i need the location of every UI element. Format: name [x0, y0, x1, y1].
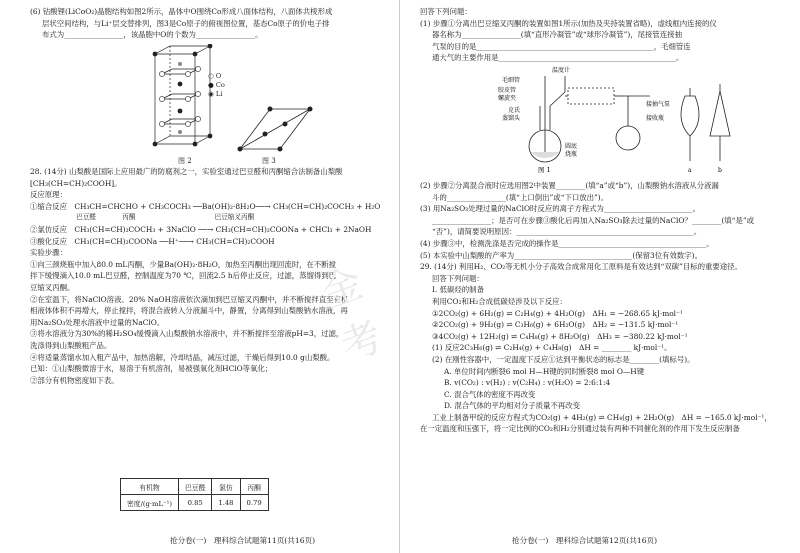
q28-line: ①向三颈烧瓶中加入80.0 mL丙酮，少量Ba(OH)₂·8H₂O，加热至丙酮出现回流时，在不断搅 — [30, 259, 337, 269]
q3-line: (3) 用Na₂SO₃处理过量的NaClO时反应的离子方程式为________________________。 — [420, 204, 701, 214]
q2-line: 斗的________________(填“上口倒出”或“下口放出”)。 — [432, 192, 609, 202]
q28-reaction-1: ①缩合反应 CH₃CH=CHCHO + CH₃COCH₃ ──Ba(OH)₂·8H₂O──→ CH₃(CH=CH)₂COCH₃ + H₂O — [30, 201, 381, 211]
q28-line: 用Na₂SO₃处理水溶液中过量的NaClO。 — [30, 317, 165, 327]
q28-line: ②部分有机物密度如下表。 — [30, 375, 119, 385]
q-intro: 回答下列问题： — [420, 7, 472, 16]
legend-co: ● Co — [208, 81, 225, 89]
watermark: 金考 — [315, 260, 389, 371]
label-screw-clamp: 螺旋夹 — [498, 95, 517, 102]
q28-line: 反应原理： — [30, 190, 67, 200]
table-row — [121, 495, 269, 511]
q28-line: 已知：①山梨酸微溶于水，易溶于有机溶剂，易被强氧化剂HClO等氧化； — [30, 364, 273, 374]
q28-line: ③将水溶液分为30%的稀H₂SO₄缓慢滴入山梨酸钠水溶液中，并不断搅拌至溶液pH=3，过滤， — [30, 329, 344, 339]
left-footer: 抢分卷(一) 理科综合试题第11页(共16页) — [170, 536, 316, 545]
q29-reaction-1: ①2CO₂(g) + 6H₂(g) ⇌ C₂H₄(g) + 4H₂O(g) ΔH₁ = −268.65 kJ·mol⁻¹ — [432, 308, 683, 318]
label-receiver: 接收瓶 — [646, 115, 665, 122]
q6-line-1: (6) 钴酸锂(LiCoO₂)晶胞结构如图2所示，晶体中O围绕Co形成八面体结构，八面体共棱形成 — [30, 7, 333, 16]
label-funnel-a: a — [688, 167, 692, 174]
option-d: D. 混合气体的平均相对分子质量不再改变 — [444, 401, 581, 411]
table-header: 有机物 — [121, 479, 179, 495]
q29-line: 回答下列问题： — [432, 273, 484, 283]
q28-line: 相液体体积不再增大，停止搅拌，将混合液转入分液漏斗中，静置，分离得到山梨酸钠水溶液，再 — [30, 306, 348, 316]
figure-3-caption: 图 3 — [262, 157, 276, 165]
left-column — [30, 6, 388, 41]
q29-line: 工业上制备甲烷的反应方程式为CO₂(g) + 4H₂(g) ⇌ CH₄(g) + 2H₂O(g) ΔH = −165.0 kJ·mol⁻¹， — [432, 412, 772, 422]
label-round-flask: 圆底 — [565, 143, 578, 150]
q2-line: (2) 步骤②分离混合液时应选用图2中装置________(填“a”或“b”)，山梨酸钠水溶液从分液漏 — [420, 181, 719, 190]
figure-1-distillation-apparatus — [450, 66, 740, 176]
q28-reaction-3: ③酸化反应 CH₃(CH=CH)₂COONa ──H⁺──→ CH₃(CH=CH)₂COOH — [30, 236, 275, 246]
label-rubber-tube: 胶皮管 — [498, 87, 517, 94]
label-claisen: 克氏 — [508, 107, 521, 114]
legend-o: ○ O — [208, 72, 222, 80]
q28-line: 洗涤得到山梨酸粗产品。 — [30, 340, 112, 350]
table-cell: 0.85 — [178, 495, 211, 511]
label-funnel-b: b — [718, 167, 722, 174]
right-footer: 抢分卷(一) 理科综合试题第12页(共16页) — [512, 536, 658, 545]
option-a: A. 单位时间内断裂6 mol H—H键的同时断裂8 mol O—H键 — [444, 366, 645, 376]
q28-reaction-2: ②氯仿反应 CH₃(CH=CH)₂COCH₃ + 3NaClO ──→ CH₃(CH=CH)₂COONa + CHCl₃ + 2NaOH — [30, 224, 372, 234]
q28-line: ②在室温下，将NaClO溶液、20% NaOH溶液依次滴加到巴豆缩叉丙酮中，并不断搅拌直至有机 — [30, 294, 349, 304]
density-table — [120, 478, 269, 511]
legend-li: ◉ Li — [208, 90, 223, 98]
label-capillary: 毛细管 — [502, 77, 521, 84]
q29-reaction-3: ③4CO₂(g) + 12H₂(g) ⇌ C₄H₈(g) + 8H₂O(g) ΔH₃ = −380.22 kJ·mol⁻¹ — [432, 331, 688, 341]
q1-line: 通大气的主要作用是________________________________________________。 — [432, 53, 684, 63]
q3-line: ________________；是否可在步骤③酸化后再加入Na₂SO₃除去过量的NaClO？________(填“是”或 — [432, 215, 754, 225]
option-b: B. v(CO₂) : v(H₂) : v(C₂H₄) : v(H₂O) = 2:6:1:4 — [444, 378, 611, 388]
table-header: 氯仿 — [212, 479, 240, 495]
figure-2-legend — [208, 72, 225, 99]
figure-1-caption: 图 1 — [538, 166, 551, 174]
table-cell: 0.79 — [240, 495, 268, 511]
q28-line: 拌下缓慢滴入10.0 mL巴豆醛，控制温度为70 ℃，回流2.5 h后停止反应，过滤，蒸馏得到巴 — [30, 271, 337, 281]
q5-line: (5) 本实验中山梨酸的产率为________________________________(保留3位有效数字)。 — [420, 250, 702, 260]
q28-line: 28. (14分) 山梨酸是国际上应用最广的防腐剂之一，实验室通过巴豆醛和丙酮缩合法制备山梨酸 — [30, 167, 343, 176]
label-vacuum-pump: 接抽气泵 — [646, 101, 671, 108]
q29-line: 利用CO₂和H₂合成低碳烃涉及以下反应： — [432, 296, 567, 306]
table-header: 巴豆醛 — [178, 479, 211, 495]
right-page — [400, 0, 800, 553]
q1-line: 气泵的目的是________________________________________________，毛细管连 — [432, 41, 691, 51]
q29-1-line: (1) 反应2C₃H₆(g) ⇌ C₂H₄(g) + C₄H₈(g) ΔH = ________ kJ·mol⁻¹。 — [432, 343, 672, 353]
table-cell: 1.48 — [212, 495, 240, 511]
q4-line: (4) 步骤③中，检测洗涤是否完成的操作是________________________________________。 — [420, 238, 714, 248]
table-header-row — [121, 479, 269, 495]
q29-line: 在一定温度和压强下，将一定比例的CO₂和H₂分别通过装有两种不同催化剂的作用下发生反应制备 — [420, 424, 740, 434]
q29-2-line: (2) 在刚性容器中，一定温度下反应①达到平衡状态的标志是________(填标号)。 — [432, 354, 695, 364]
label-thermometer: 温度计 — [552, 67, 571, 74]
q6-line-3: 布式为________________，该晶胞中O的个数为________________。 — [42, 30, 263, 40]
figure-2-crystal-cell — [140, 44, 250, 162]
label-flask: 烧瓶 — [565, 151, 578, 158]
figure-3-top-view — [235, 104, 315, 154]
q28-line: 实验步骤： — [30, 248, 67, 258]
table-row-label: 密度/(g·mL⁻¹) — [121, 495, 179, 511]
q28-reaction-1-labels: 巴豆醛 丙酮 巴豆缩叉丙酮 — [30, 213, 255, 222]
q1-line: 器名称为________________(填“直形冷凝管”或“球形冷凝管”)，尾接管连接抽 — [432, 30, 682, 40]
table-header: 丙酮 — [240, 479, 268, 495]
q28-line: 豆缩叉丙酮。 — [30, 282, 75, 292]
right-column-bottom — [420, 180, 780, 435]
right-column-top — [420, 6, 780, 64]
option-c: C. 混合气体的密度不再改变 — [444, 389, 536, 399]
q29-reaction-2: ②2CO₂(g) + 9H₂(g) ⇌ C₃H₆(g) + 6H₂O(g) ΔH₂ = −131.5 kJ·mol⁻¹ — [432, 320, 679, 330]
q28-line: [CH₃(CH=CH)₂COOH]。 — [30, 178, 122, 188]
figure-2-caption: 图 2 — [178, 157, 192, 165]
label-distill-head: 蒸馏头 — [502, 115, 521, 122]
q6-line-2: 层状空间结构，与Li⁺层交替排列，图3是Co原子的俯视图位置，基态Co原子的价电子排 — [42, 18, 330, 28]
q29-line: 29. (14分) 利用H₂、CO₂等无机小分子高效合成常用化工原料是有效达到“双碳”目标的重要途径。 — [420, 262, 742, 272]
q1-line: (1) 步骤①分离出巴豆缩叉丙酮的装置如图1所示(加热及夹持装置省略)，虚线框内连接的仪 — [420, 18, 717, 28]
q28-line: ④将适量蒸馏水加入粗产品中，加热溶解，冷却结晶，减压过滤，干燥后得到10.0 g山梨酸。 — [30, 352, 335, 362]
q3-line: “否”)，请简要说明原因：________________________________________________。 — [432, 227, 702, 237]
q29-section: Ⅰ. 低碳烃的制备 — [432, 285, 484, 295]
